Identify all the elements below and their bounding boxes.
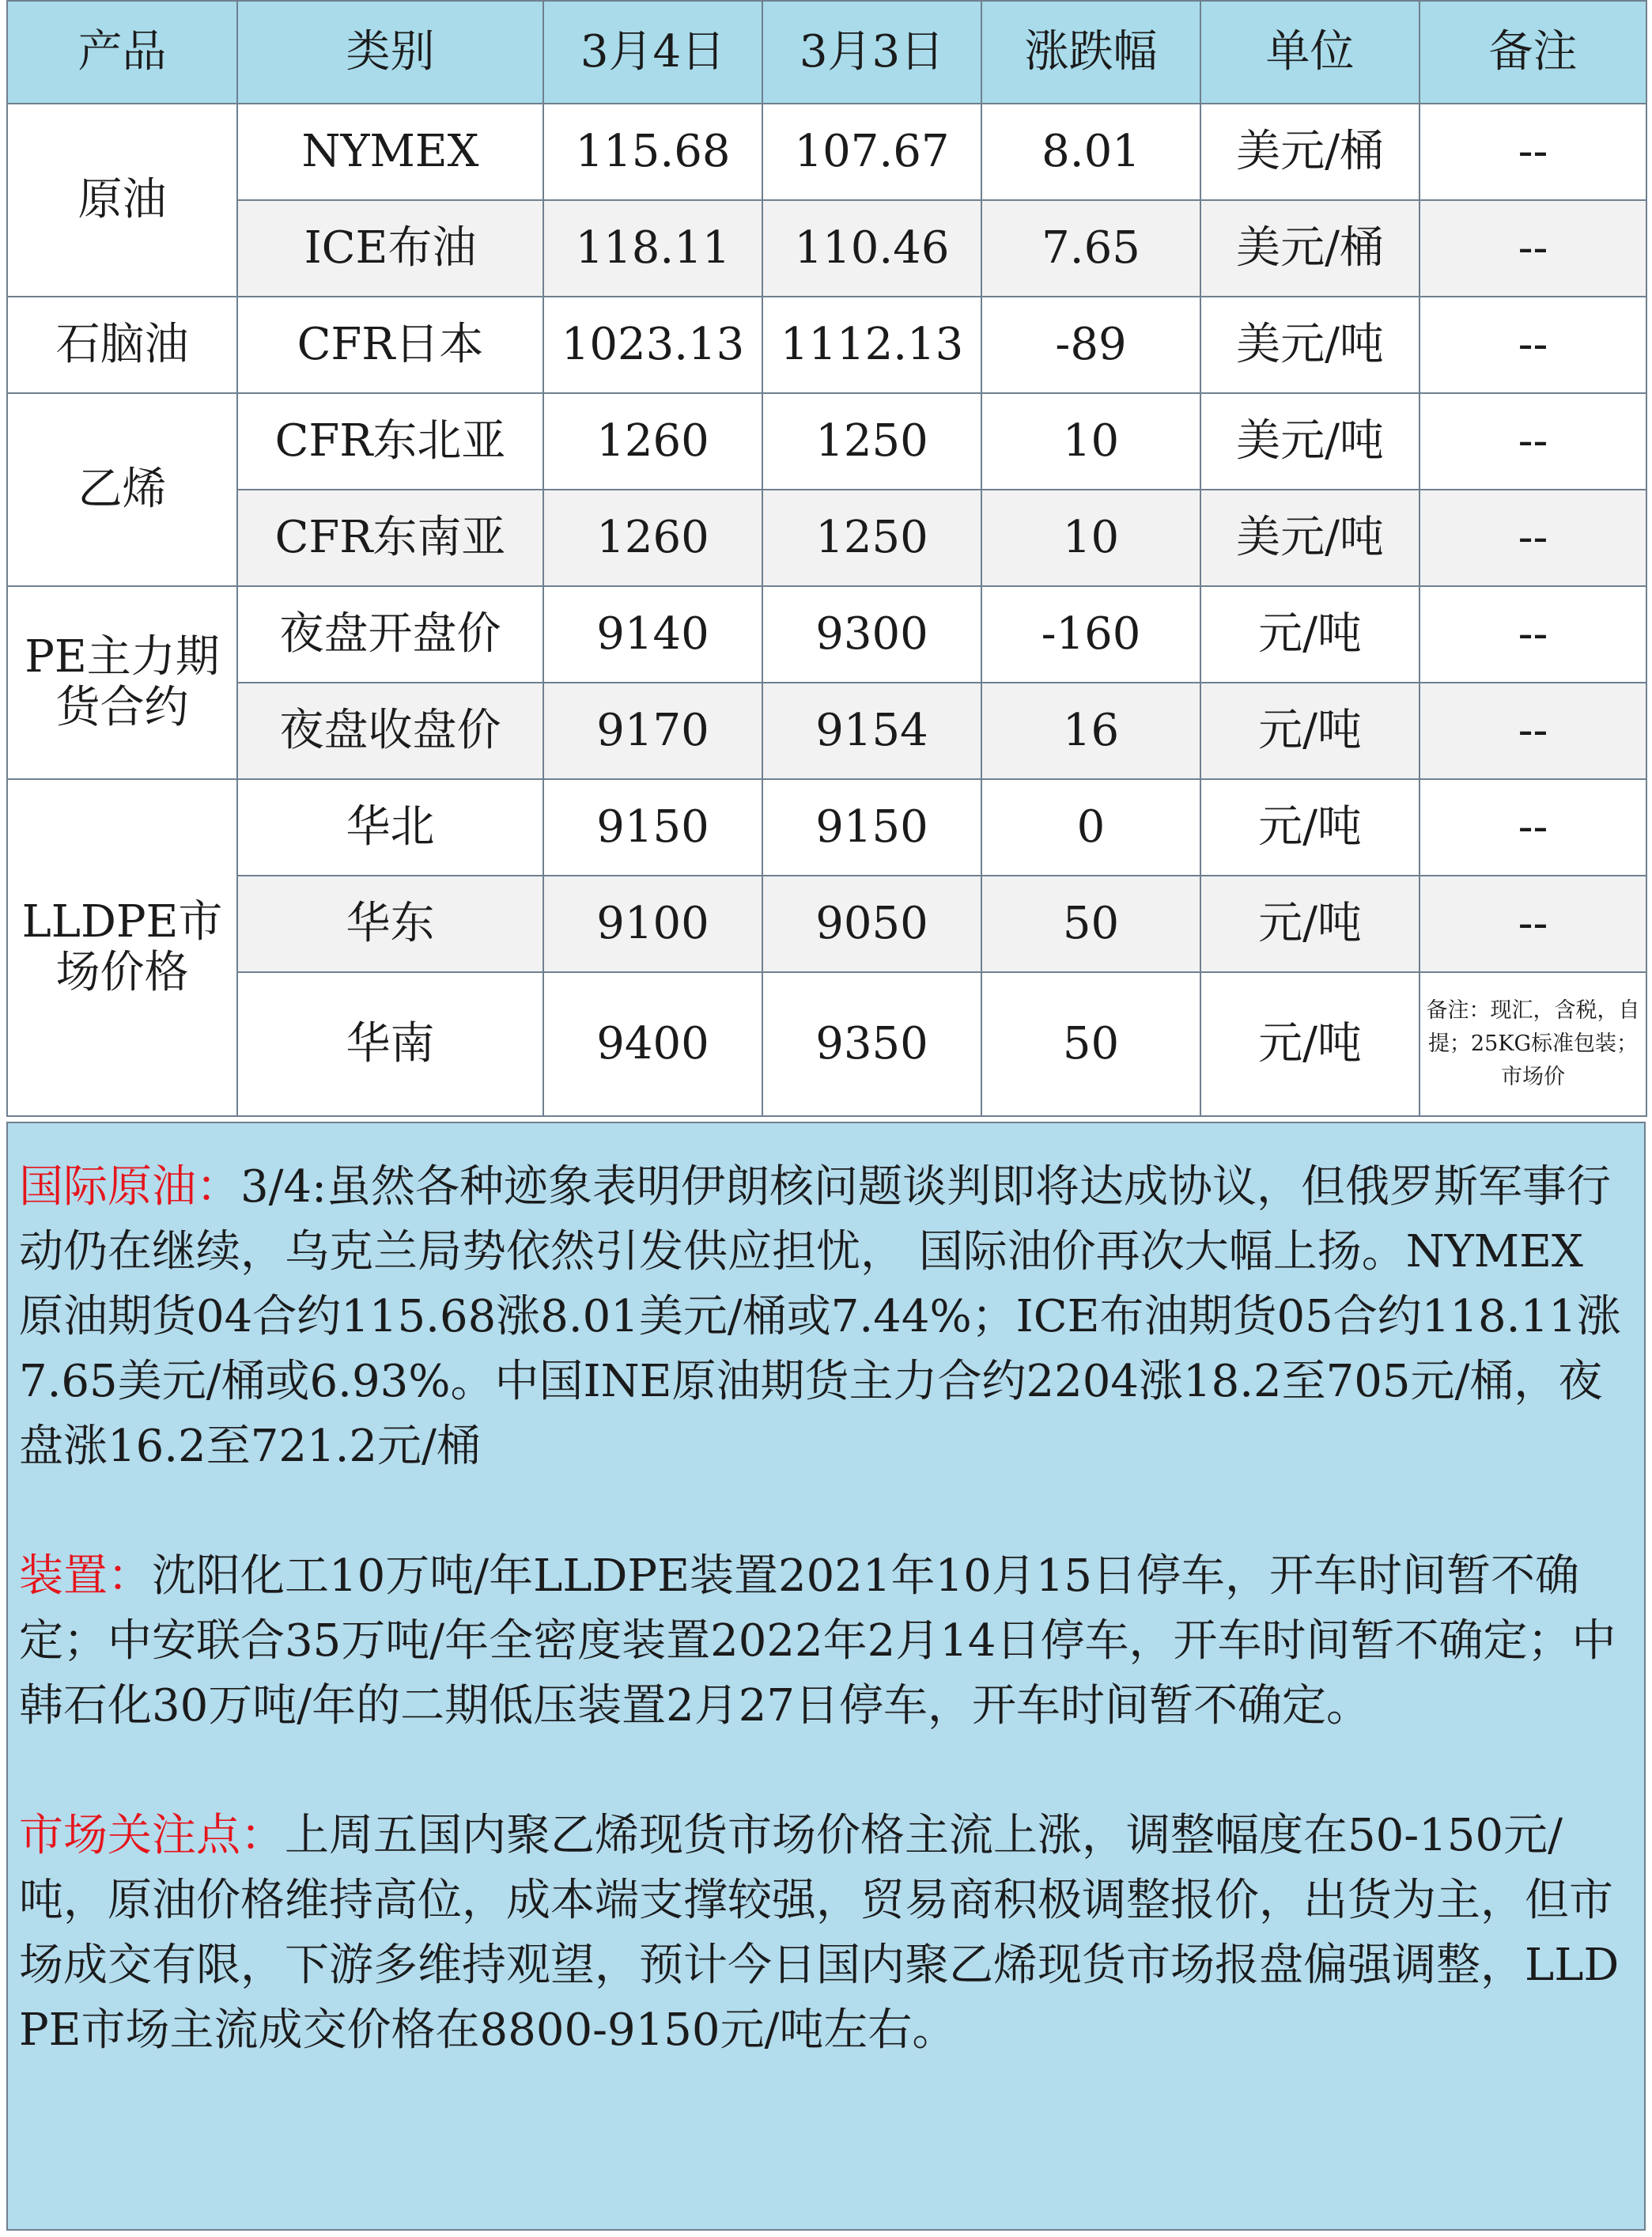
note-cell: -- [1420,586,1646,683]
header-product: 产品 [7,1,237,104]
mar4-cell: 9100 [543,876,762,972]
mar4-cell: 118.11 [543,200,762,297]
category-cell: 华南 [237,972,543,1116]
table-row [7,779,1646,876]
mar4-cell: 115.68 [543,104,762,200]
unit-cell: 美元/吨 [1200,297,1420,393]
note-cell: -- [1420,297,1646,393]
mar4-cell: 9150 [543,779,762,876]
commentary-crude-oil [19,1155,1633,1479]
table-row [7,876,1646,972]
note-cell: -- [1420,876,1646,972]
note-cell: -- [1420,393,1646,490]
change-cell: 10 [981,490,1200,586]
mar3-cell: 9150 [762,779,981,876]
mar4-cell: 9400 [543,972,762,1116]
change-cell: 50 [981,876,1200,972]
mar3-cell: 1112.13 [762,297,981,393]
mar3-cell: 107.67 [762,104,981,200]
category-cell: ICE布油 [237,200,543,297]
commentary-label: 市场关注点： [19,1810,285,1861]
change-cell: 50 [981,972,1200,1116]
unit-cell: 元/吨 [1200,876,1420,972]
change-cell: -89 [981,297,1200,393]
note-cell: -- [1420,779,1646,876]
header-mar4: 3月4日 [543,1,762,104]
table-row [7,393,1646,490]
commentary-label: 装置： [19,1550,152,1602]
unit-cell: 美元/吨 [1200,393,1420,490]
mar4-cell: 1260 [543,393,762,490]
note-cell: -- [1420,683,1646,779]
commentary-text: 上周五国内聚乙烯现货市场价格主流上涨，调整幅度在50-150元/吨，原油价格维持高位，成本端支撑较强，贸易商积极调整报价，出货为主，但市场成交有限，下游多维持观望，预计今日国内聚乙烯现货市场报盘偏强调整，LLDPE市场主流成交价格在8800-9150元/吨左右。 [19,1810,1620,2056]
unit-cell: 元/吨 [1200,972,1420,1116]
mar4-cell: 9170 [543,683,762,779]
change-cell: 10 [981,393,1200,490]
header-mar3: 3月3日 [762,1,981,104]
change-cell: 8.01 [981,104,1200,200]
table-row [7,586,1646,683]
category-cell: 夜盘收盘价 [237,683,543,779]
mar3-cell: 1250 [762,490,981,586]
product-cell: 石脑油 [7,297,237,393]
unit-cell: 美元/桶 [1200,200,1420,297]
note-cell: -- [1420,490,1646,586]
category-cell: NYMEX [237,104,543,200]
note-cell: -- [1420,104,1646,200]
category-cell: CFR东南亚 [237,490,543,586]
mar3-cell: 9300 [762,586,981,683]
commentary-plant [19,1544,1633,1739]
unit-cell: 元/吨 [1200,779,1420,876]
mar4-cell: 9140 [543,586,762,683]
change-cell: 0 [981,779,1200,876]
unit-cell: 美元/吨 [1200,490,1420,586]
mar4-cell: 1023.13 [543,297,762,393]
commentary-market-focus [19,1804,1633,2063]
note-cell: 备注：现汇，含税，自提；25KG标准包装；市场价 [1420,972,1646,1116]
mar4-cell: 1260 [543,490,762,586]
change-cell: 7.65 [981,200,1200,297]
table-row [7,104,1646,200]
price-table [6,0,1647,1117]
mar3-cell: 110.46 [762,200,981,297]
product-cell: 原油 [7,104,237,297]
mar3-cell: 1250 [762,393,981,490]
category-cell: CFR日本 [237,297,543,393]
table-row [7,683,1646,779]
commentary-box [6,1122,1646,2231]
header-change: 涨跌幅 [981,1,1200,104]
note-cell: -- [1420,200,1646,297]
unit-cell: 元/吨 [1200,586,1420,683]
table-row [7,297,1646,393]
change-cell: 16 [981,683,1200,779]
header-category: 类别 [237,1,543,104]
mar3-cell: 9050 [762,876,981,972]
commentary-label: 国际原油： [19,1161,240,1213]
table-header-row [7,1,1646,104]
category-cell: 华东 [237,876,543,972]
change-cell: -160 [981,586,1200,683]
category-cell: 夜盘开盘价 [237,586,543,683]
mar3-cell: 9350 [762,972,981,1116]
unit-cell: 元/吨 [1200,683,1420,779]
category-cell: CFR东北亚 [237,393,543,490]
product-cell: PE主力期货合约 [7,586,237,779]
header-note: 备注 [1420,1,1646,104]
mar3-cell: 9154 [762,683,981,779]
commentary-text: 3/4:虽然各种迹象表明伊朗核问题谈判即将达成协议，但俄罗斯军事行动仍在继续，乌克兰局势依然引发供应担忧， 国际油价再次大幅上扬。NYMEX 原油期货04合约115.68涨8.01美元/桶或7.44%；ICE布油期货05合约118.11涨7.65美元/桶或6.93%。中国INE原油期货主力合约2204涨18.2至705元/桶，夜盘涨16.2至721.2元/桶 [19,1161,1621,1472]
unit-cell: 美元/桶 [1200,104,1420,200]
table-row [7,972,1646,1116]
product-cell: LLDPE市场价格 [7,779,237,1116]
header-unit: 单位 [1200,1,1420,104]
category-cell: 华北 [237,779,543,876]
table-row [7,490,1646,586]
table-row [7,200,1646,297]
commentary-text: 沈阳化工10万吨/年LLDPE装置2021年10月15日停车，开车时间暂不确定；中安联合35万吨/年全密度装置2022年2月14日停车，开车时间暂不确定；中韩石化30万吨/年的二期低压装置2月27日停车，开车时间暂不确定。 [19,1550,1616,1732]
product-cell: 乙烯 [7,393,237,586]
